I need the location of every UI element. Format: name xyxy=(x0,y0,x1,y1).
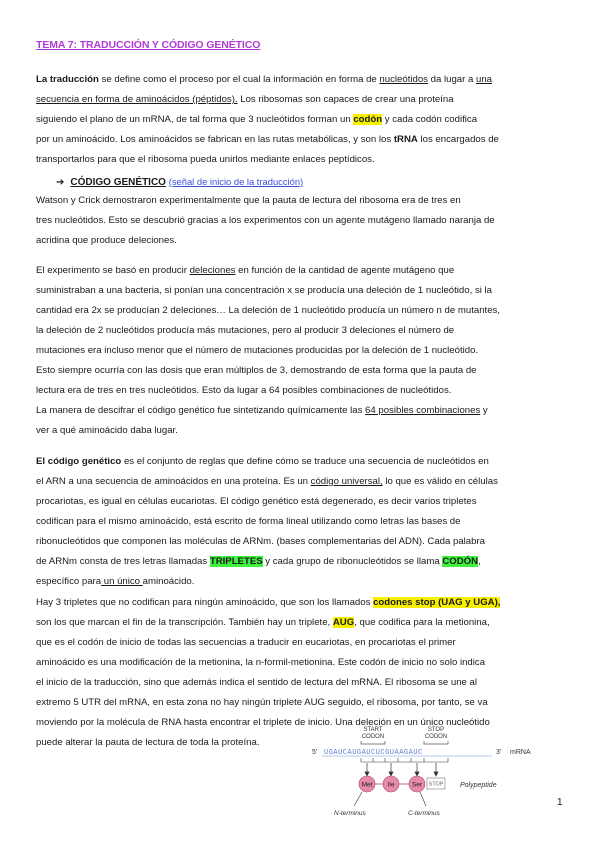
term-traduccion: La traducción xyxy=(36,74,99,85)
ile-label: Ile xyxy=(387,781,395,789)
text: lo que es válido en células xyxy=(382,476,498,487)
underlined-text: secuencia en forma de aminoácidos (péptidos). xyxy=(36,94,238,105)
highlight-tripletes: TRIPLETES xyxy=(209,556,263,567)
stop-codon-label-2: CODON xyxy=(424,734,448,740)
text: , xyxy=(478,556,481,567)
underlined-text: deleciones xyxy=(189,265,236,276)
text-line: cantidad era 2x se producían 2 deleciones… La deleción de 1 nucleótido producía un número n de mutantes, xyxy=(36,305,501,316)
ser-label: Ser xyxy=(411,781,423,789)
text: específico para xyxy=(36,576,102,587)
text-line: codifican para el mismo aminoácido, está escrito de forma lineal utilizando como letras las bases de xyxy=(36,516,461,527)
stop-box-label: STOP xyxy=(428,781,444,788)
text: es el conjunto de reglas que define cómo se traduce una secuencia de nucleótidos en xyxy=(121,456,489,467)
term-codigo-genetico: El código genético xyxy=(36,456,122,467)
highlight-aug: AUG xyxy=(332,617,355,628)
text-line: la deleción de 2 nucleótidos producía más mutaciones, pero al producir 3 deleciones el número de xyxy=(36,325,455,336)
text: y cada codón codifica xyxy=(382,114,478,125)
text-line xyxy=(36,261,564,281)
text-line xyxy=(36,110,564,130)
text: por un aminoácido. Los aminoácidos se fabrican en las rutas metabólicas, y son los xyxy=(36,134,394,145)
heading-main: CÓDIGO GENÉTICO xyxy=(70,177,166,188)
text-line: tres nucleótidos. Esto se descubrió gracias a los experimentos con un agente mutágeno llamado naranja de xyxy=(36,215,495,226)
paragraph-watson-crick xyxy=(36,191,564,251)
text-line xyxy=(36,90,564,110)
text: Hay 3 tripletes que no codifican para ningún aminoácido, que son los llamados xyxy=(36,597,374,608)
term-trna: tRNA xyxy=(393,134,418,145)
text: se define como el proceso por el cual la información en forma de xyxy=(98,74,380,85)
stop-codon-label: STOP xyxy=(427,727,445,733)
text-line xyxy=(36,572,564,592)
text: Los ribosomas son capaces de crear una proteína xyxy=(237,94,454,105)
text-line: transportarlos para que el ribosoma pueda unirlos mediante enlaces peptídicos. xyxy=(36,154,375,165)
underlined-text: nucleótidos xyxy=(379,74,428,85)
n-terminus-pointer xyxy=(354,792,362,806)
text: El experimento se basó en producir xyxy=(36,265,190,276)
underlined-text: código universal, xyxy=(310,476,383,487)
paragraph-traduccion xyxy=(36,70,564,170)
c-terminus-label: C-terminus xyxy=(408,810,440,817)
paragraph-codigo-genetico xyxy=(36,452,564,592)
start-bracket xyxy=(361,741,385,744)
text-line: ribonucleótidos que componen las moléculas de ARNm. (bases complementarias del ADN). Cada palabra xyxy=(36,536,486,547)
mrna-label: mRNA xyxy=(510,749,531,756)
text: y xyxy=(480,405,488,416)
underlined-text: una xyxy=(475,74,492,85)
text-line xyxy=(36,401,564,421)
text-line xyxy=(36,452,564,472)
text: La manera de descifrar el código genético fue sintetizando químicamente las xyxy=(36,405,366,416)
text-line xyxy=(36,130,564,150)
highlight-codones-stop: codones stop (UAG y UGA), xyxy=(373,597,501,608)
arrow-icon: ➔ xyxy=(56,177,65,188)
text-line: moviendo por la molécula de RNA hasta encontrar el triplete de inicio. Una deleción en un único nucleótido xyxy=(36,717,490,728)
heading-sub: (señal de inicio de la traducción) xyxy=(168,176,304,187)
text-line: mutaciones era incluso menor que el número de mutaciones producidas por la deleción de 1 nucleótido. xyxy=(36,345,479,356)
paragraph-experimento xyxy=(36,261,564,401)
start-codon-label: START xyxy=(363,727,383,733)
three-prime-label: 3' xyxy=(496,749,502,756)
page-title: TEMA 7: TRADUCCIÓN Y CÓDIGO GENÉTICO xyxy=(36,39,261,51)
n-terminus-label: N-terminus xyxy=(334,810,366,817)
text: el ARN a una secuencia de aminoácidos en una proteína. Es un xyxy=(36,476,311,487)
stop-bracket xyxy=(424,741,448,744)
paragraph-descifrar xyxy=(36,401,564,441)
text-line: aminoácido es una modificación de la metionina, la n-formil-metionina. Este codón de inicio no solo indica xyxy=(36,657,486,668)
text-line: extremo 5 UTR del mRNA, en esta zona no hay ningún triplete AUG seguido, el ribosoma, por tanto, se va xyxy=(36,697,488,708)
text: y cada grupo de ribonucleótidos se llama xyxy=(262,556,443,567)
underlined-text: 64 posibles combinaciones xyxy=(365,405,481,416)
codon-separators xyxy=(361,758,448,762)
text-line: procariotas, es igual en células eucariotas. El código genético está degenerado, es decir varios tripletes xyxy=(36,496,477,507)
text: aminoácido. xyxy=(142,576,195,587)
highlight-codon: codón xyxy=(353,114,383,125)
text: siguiendo el plano de un mRNA, de tal forma que 3 nucleótidos forman un xyxy=(36,114,354,125)
text-line: suministraban a una bacteria, si ponían una concentración x se producía una deleción de 1 nucleótido, si la xyxy=(36,285,492,296)
section-heading xyxy=(56,176,303,188)
five-prime-label: 5' xyxy=(312,749,318,756)
text-line: lectura era de tres en tres nucleótidos. Esto da lugar a 64 posibles combinaciones de nucleótidos. xyxy=(36,385,452,396)
text-line: puede alterar la pauta de lectura de toda la proteína. xyxy=(36,737,260,748)
polypeptide-label: Polypeptide xyxy=(460,782,497,789)
text: de ARNm consta de tres letras llamadas xyxy=(36,556,210,567)
text: los encargados de xyxy=(417,134,499,145)
text-line: Watson y Crick demostraron experimentalmente que la pauta de lectura del ribosoma era de tres en xyxy=(36,195,461,206)
met-label: Met xyxy=(361,781,373,789)
text: en función de la cantidad de agente mutágeno que xyxy=(235,265,455,276)
text-line xyxy=(36,613,564,633)
text-line: el inicio de la traducción, sino que además indica el sentido de lectura del mRNA. El ribosoma se une al xyxy=(36,677,478,688)
text-line: Esto siempre ocurría con las dosis que eran múltiplos de 3, demostrando de esta forma que la pauta de xyxy=(36,365,477,376)
text-line xyxy=(36,552,564,572)
underlined-text: un único xyxy=(101,576,143,587)
arrows xyxy=(365,763,438,776)
text-line xyxy=(36,472,564,492)
text-line xyxy=(36,70,564,90)
mrna-sequence: UGAUCAUGAUCUCGUAAGAUC xyxy=(324,749,423,757)
text-line: ver a qué aminoácido daba lugar. xyxy=(36,425,178,436)
text: son los que marcan el fin de la transcripción. También hay un triplete, xyxy=(36,617,333,628)
c-terminus-pointer xyxy=(420,792,426,806)
page-number: 1 xyxy=(557,797,563,808)
text: , que codifica para la metionina, xyxy=(354,617,490,628)
start-codon-label-2: CODON xyxy=(361,734,385,740)
text-line: acridina que produce deleciones. xyxy=(36,235,177,246)
translation-diagram xyxy=(310,722,542,822)
highlight-codon: CODÓN xyxy=(442,556,479,567)
text-line xyxy=(36,593,564,613)
text-line: que es el codón de inicio de todas las secuencias a traducir en eucariotas, en procariotas el primer xyxy=(36,637,456,648)
text: da lugar a xyxy=(427,74,476,85)
